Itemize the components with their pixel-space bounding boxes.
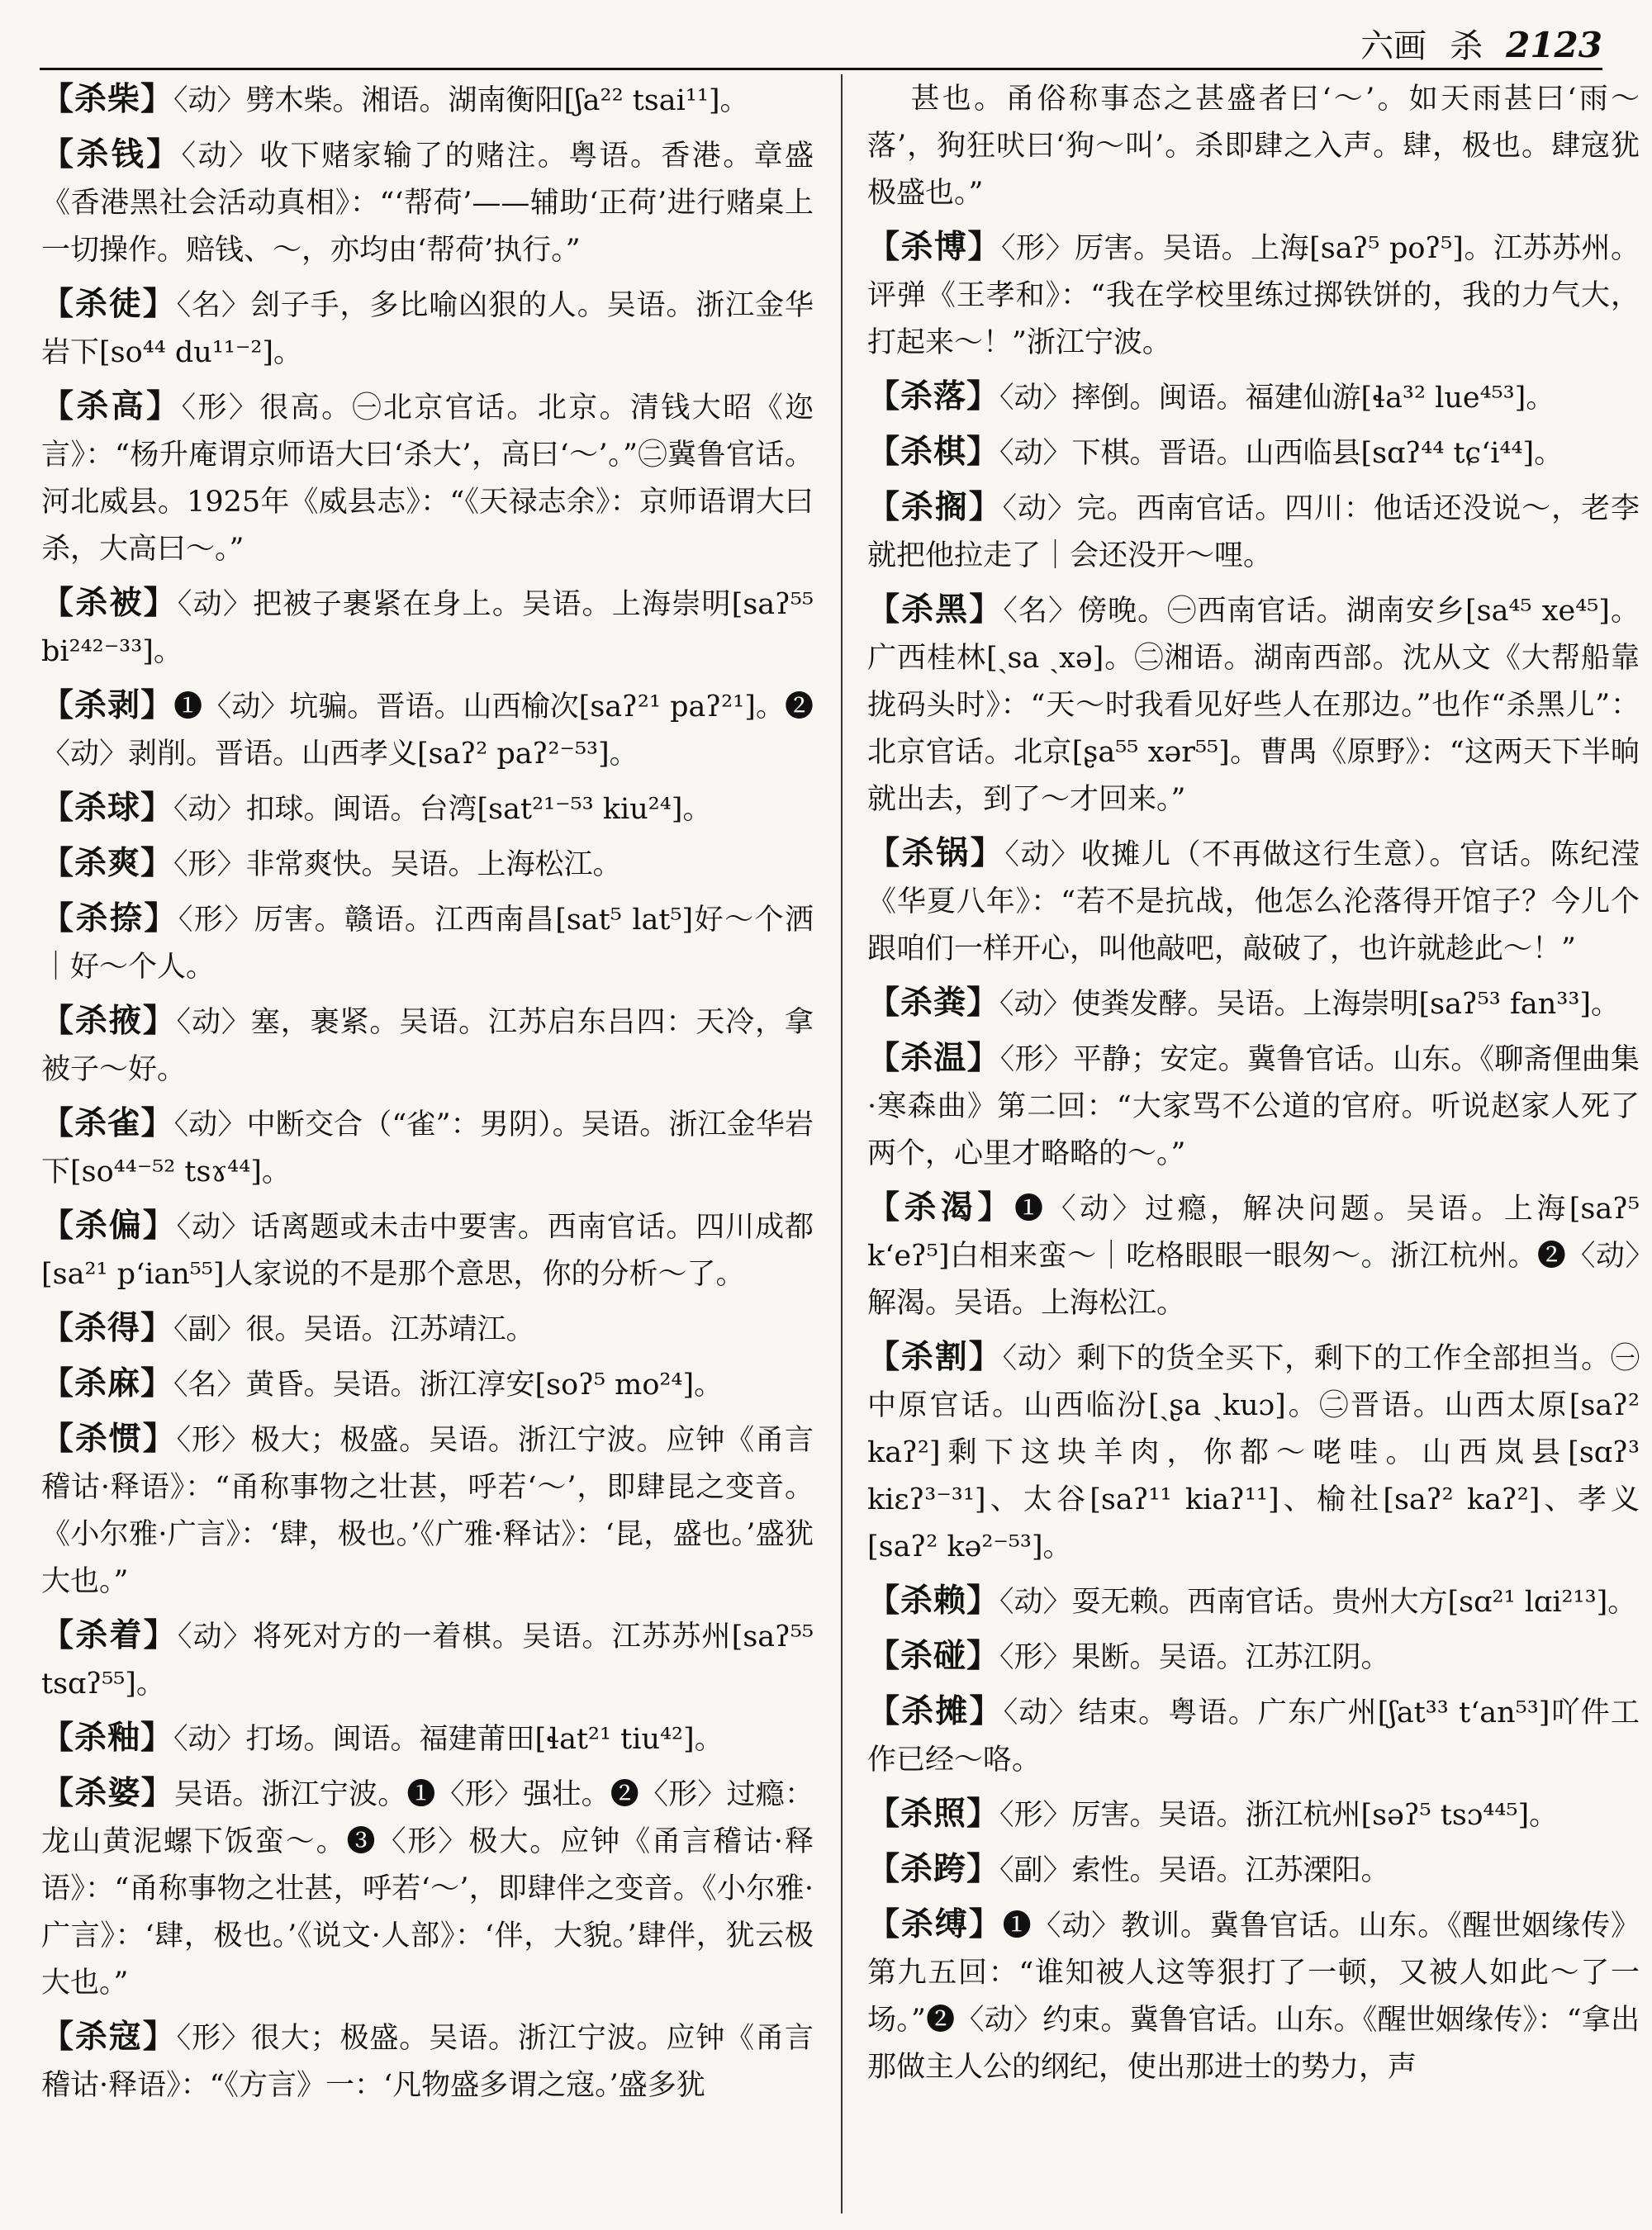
entry-definition: 〈动〉劈木柴。湘语。湖南衡阳[ʃa²² tsai¹¹]。	[173, 84, 749, 117]
entry-definition: 〈动〉塞，裹紧。吴语。江苏启东吕四：天冷，拿被子～好。	[41, 1006, 814, 1086]
dictionary-entry	[41, 76, 814, 125]
dictionary-entry	[41, 580, 814, 676]
dictionary-entry	[867, 1791, 1640, 1839]
entry-headword: 【杀照】	[867, 1795, 1000, 1833]
entry-definition: 〈动〉收摊儿（不再做这行生意）。官话。陈纪滢《华夏八年》：“若不是抗战，他怎么沦落得开馆子？今儿个跟咱们一样开心，叫他敲吧，敲破了，也许就趁此～！”	[867, 838, 1640, 966]
column-divider	[841, 74, 843, 2213]
entry-headword: 【杀跨】	[867, 1850, 1000, 1888]
entry-headword: 【杀缚】	[867, 1905, 1003, 1943]
entry-headword: 【杀摊】	[867, 1692, 1004, 1730]
dictionary-entry	[867, 224, 1640, 367]
dictionary-entry	[867, 484, 1640, 580]
entry-definition: 〈形〉厉害。吴语。上海[saʔ⁵ poʔ⁵]。江苏苏州。评弹《王孝和》：“我在学校里练过掷铁饼的，我的力气大，打起来～！”浙江宁波。	[867, 232, 1640, 359]
entry-headword: 【杀锅】	[867, 834, 1005, 872]
entry-headword: 【杀温】	[867, 1039, 1000, 1077]
entry-headword: 【杀惯】	[41, 1420, 177, 1458]
dictionary-entry	[867, 586, 1640, 823]
entry-headword: 【杀搁】	[867, 488, 1003, 526]
dictionary-entry	[41, 1612, 814, 1708]
entry-headword: 【杀钱】	[41, 135, 182, 173]
dictionary-entry	[41, 998, 814, 1094]
page-header	[1360, 20, 1602, 67]
entry-headword: 【杀剥】	[41, 686, 174, 724]
dictionary-entry	[41, 2014, 814, 2109]
entry-definition: 〈动〉把被子裹紧在身上。吴语。上海崇明[saʔ⁵⁵ bi²⁴²⁻³³]。	[41, 588, 814, 668]
dictionary-entry	[867, 1184, 1640, 1327]
entry-headword: 【杀婆】	[41, 1774, 174, 1812]
entry-definition: 〈形〉极大；极盛。吴语。浙江宁波。应钟《甬言稽诂·释语》：“甬称事物之壮甚，呼若‘～’，即肆昆之变音。《小尔雅·广言》：‘肆，极也。’《广雅·释诂》：‘昆，盛也。’盛犹大也。”	[41, 1424, 814, 1598]
entry-definition: 〈形〉很大；极盛。吴语。浙江宁波。应钟《甬言稽诂·释语》：“《方言》一：‘凡物盛多谓之寇。’盛多犹	[41, 2022, 814, 2102]
dictionary-entry	[41, 682, 814, 778]
entry-headword: 【杀徒】	[41, 285, 177, 323]
entry-headword: 【杀得】	[41, 1309, 174, 1347]
entry-definition: 〈形〉非常爽快。吴语。上海松江。	[173, 848, 622, 881]
entry-headword: 【杀粪】	[867, 984, 1000, 1022]
dictionary-entry	[867, 1688, 1640, 1784]
entry-headword: 【杀落】	[867, 377, 1000, 415]
dictionary-entry	[867, 429, 1640, 477]
entry-definition: 〈副〉索性。吴语。江苏溧阳。	[999, 1854, 1390, 1887]
entry-definition: ❶〈动〉过瘾，解决问题。吴语。上海[saʔ⁵ kʻeʔ⁵]白相来蛮～｜吃格眼眼一眼匆～。浙江杭州。❷〈动〉解渴。吴语。上海松江。	[867, 1193, 1640, 1320]
right-column	[867, 76, 1640, 2098]
entry-definition: 〈动〉摔倒。闽语。福建仙游[ɬa³² lue⁴⁵³]。	[999, 382, 1555, 415]
dictionary-entry	[867, 1633, 1640, 1682]
entry-headword: 【杀捺】	[41, 899, 178, 937]
dictionary-entry	[41, 1416, 814, 1606]
entry-headword: 【杀釉】	[41, 1719, 174, 1757]
entry-headword: 【杀被】	[41, 584, 178, 622]
entry-definition: 〈形〉很高。㊀北京官话。北京。清钱大昭《迩言》：“杨升庵谓京师语大曰‘杀大’，高曰‘～’。”㊁冀鲁官话。河北威县。1925年《威县志》：“《天禄志余》：京师语谓大曰杀，大高曰～。”	[41, 391, 814, 566]
entry-definition: 〈动〉耍无赖。西南官话。贵州大方[sɑ²¹ lɑi²¹³]。	[999, 1586, 1637, 1619]
dictionary-entry	[41, 1715, 814, 1763]
dictionary-entry	[41, 1305, 814, 1354]
dictionary-entry	[41, 1203, 814, 1298]
entry-definition: 〈动〉结束。粤语。广东广州[ʃat³³ tʻan⁵³]吖件工作已经～咯。	[867, 1696, 1640, 1777]
dictionary-entry	[41, 1100, 814, 1196]
entry-definition: 〈形〉厉害。吴语。浙江杭州[səʔ⁵ tsɔ⁴⁴⁵]。	[999, 1799, 1559, 1832]
entry-definition: 〈形〉厉害。赣语。江西南昌[sat⁵ lat⁵]好～个洒｜好～个人。	[41, 904, 814, 984]
dictionary-entry	[41, 840, 814, 889]
dictionary-entry	[867, 1578, 1640, 1626]
header-rule	[40, 68, 1602, 70]
entry-headword: 【杀棋】	[867, 433, 1000, 471]
entry-definition: 〈名〉黄昏。吴语。浙江淳安[soʔ⁵ mo²⁴]。	[173, 1369, 724, 1402]
entry-headword: 【杀高】	[41, 387, 182, 425]
entry-definition: 〈动〉将死对方的一着棋。吴语。江苏苏州[saʔ⁵⁵ tsɑʔ⁵⁵]。	[41, 1620, 814, 1701]
continued-text: 甚也。甬俗称事态之甚盛者曰‘～’。如天雨甚曰‘雨～落’，狗狂吠曰‘狗～叫’。杀即肆之入声。肆，极也。肆寇犹极盛也。”	[867, 83, 1640, 210]
entry-definition: 吴语。浙江宁波。❶〈形〉强壮。❷〈形〉过瘾：龙山黄泥螺下饭蛮～。❸〈形〉极大。应钟《甬言稽诂·释语》：“甬称事物之壮甚，呼若‘～’，即肆伴之变音。《小尔雅·广言》：‘肆，极也。’《说文·人部》：‘伴，大貌。’肆伴，犹云极大也。”	[41, 1778, 814, 2000]
dictionary-entry	[41, 895, 814, 991]
entry-definition: 〈动〉完。西南官话。四川：他话还没说～，老李就把他拉走了｜会还没开～哩。	[867, 492, 1640, 572]
dictionary-entry	[867, 1846, 1640, 1895]
dictionary-entry	[41, 785, 814, 833]
entry-definition: 〈动〉话离题或未击中要害。西南官话。四川成都[sa²¹ pʻian⁵⁵]人家说的不是那个意思，你的分析～了。	[41, 1211, 814, 1291]
dictionary-entry	[867, 1334, 1640, 1571]
dictionary-entry	[867, 980, 1640, 1028]
radical-label: 杀	[1450, 27, 1483, 65]
entry-headword: 【杀雀】	[41, 1104, 174, 1142]
entry-headword: 【杀麻】	[41, 1364, 174, 1402]
dictionary-entry	[867, 830, 1640, 973]
entry-definition: 〈动〉使粪发酵。吴语。上海崇明[saʔ⁵³ fan³³]。	[999, 988, 1621, 1021]
entry-headword: 【杀偏】	[41, 1207, 177, 1245]
entry-definition: 〈动〉下棋。晋语。山西临县[sɑʔ⁴⁴ tɕʻi⁴⁴]。	[999, 437, 1564, 470]
entry-definition: 〈形〉平静；安定。冀鲁官话。山东。《聊斋俚曲集·寒森曲》第二回：“大家骂不公道的官府。听说赵家人死了两个，心里才略略的～。”	[867, 1043, 1640, 1170]
entry-headword: 【杀爽】	[41, 844, 174, 882]
entry-definition: ❶〈动〉坑骗。晋语。山西榆次[saʔ²¹ paʔ²¹]。❷〈动〉剥削。晋语。山西孝义[saʔ² paʔ²⁻⁵³]。	[41, 690, 814, 771]
entry-definition: 〈副〉很。吴语。江苏靖江。	[173, 1313, 535, 1346]
entry-headword: 【杀球】	[41, 789, 174, 827]
entry-headword: 【杀碰】	[867, 1637, 1000, 1675]
dictionary-entry	[41, 1770, 814, 2007]
entry-definition: 〈名〉刽子手，多比喻凶狠的人。吴语。浙江金华岩下[so⁴⁴ du¹¹⁻²]。	[41, 289, 814, 369]
entry-definition: 〈动〉打场。闽语。福建莆田[ɬat²¹ tiu⁴²]。	[173, 1723, 724, 1756]
dictionary-entry	[41, 383, 814, 573]
dictionary-entry	[867, 373, 1640, 422]
entry-definition: ❶〈动〉教训。冀鲁官话。山东。《醒世姻缘传》第九五回：“谁知被人这等狠打了一顿，又被人如此～了一场。”❷〈动〉约束。冀鲁官话。山东。《醒世姻缘传》：“拿出那做主人公的纲纪，使出那进士的势力，声	[867, 1910, 1640, 2084]
dictionary-entry	[867, 1035, 1640, 1178]
entry-headword: 【杀掖】	[41, 1002, 177, 1040]
dictionary-entry	[41, 1360, 814, 1409]
entry-definition: 〈动〉中断交合（“雀”：男阴）。吴语。浙江金华岩下[so⁴⁴⁻⁵² tsɤ⁴⁴]。	[41, 1108, 814, 1189]
entry-headword: 【杀博】	[867, 228, 1002, 266]
entry-headword: 【杀柴】	[41, 80, 174, 118]
entry-headword: 【杀黑】	[867, 591, 1004, 629]
left-column	[41, 76, 814, 2116]
page-number: 2123	[1506, 25, 1602, 65]
entry-headword: 【杀渴】	[867, 1189, 1015, 1226]
dictionary-entry	[41, 281, 814, 377]
entry-headword: 【杀寇】	[41, 2018, 177, 2056]
section-label: 六画	[1360, 27, 1427, 65]
entry-definition: 〈动〉扣球。闽语。台湾[sat²¹⁻⁵³ kiu²⁴]。	[173, 793, 712, 826]
entry-definition: 〈动〉收下赌家输了的赌注。粤语。香港。章盛《香港黑社会活动真相》：“‘帮荷’——辅助‘正荷’进行赌桌上一切操作。赔钱、～，亦均由‘帮荷’执行。”	[41, 140, 814, 267]
right-entries	[867, 224, 1640, 2091]
entry-definition: 〈形〉果断。吴语。江苏江阴。	[999, 1641, 1390, 1674]
entry-headword: 【杀赖】	[867, 1582, 1000, 1620]
entry-headword: 【杀着】	[41, 1616, 178, 1654]
entry-definition: 〈名〉傍晚。㊀西南官话。湖南安乡[sa⁴⁵ xe⁴⁵]。广西桂林[ˏsa ˏxə]。㊁湘语。湖南西部。沈从文《大帮船靠拢码头时》：“天～时我看见好些人在那边。”也作“杀黑儿”：北京官话。北京[ʂa⁵⁵ xər⁵⁵]。曹禺《原野》：“这两天下半晌就出去，到了～才回来。”	[867, 595, 1640, 816]
entry-definition: 〈动〉剩下的货全买下，剩下的工作全部担当。㊀中原官话。山西临汾[ˏʂa ˏkuɔ]。㊁晋语。山西太原[saʔ² kaʔ²]剩下这块羊肉，你都～咾哇。山西岚县[sɑʔ³ kiɛʔ³⁻³¹]、太谷[saʔ¹¹ kiaʔ¹¹]、榆社[saʔ² kaʔ²]、孝义[saʔ² kə²⁻⁵³]。	[867, 1342, 1640, 1563]
dictionary-entry	[41, 131, 814, 274]
entry-headword: 【杀割】	[867, 1338, 1003, 1376]
dictionary-entry	[867, 1901, 1640, 2091]
